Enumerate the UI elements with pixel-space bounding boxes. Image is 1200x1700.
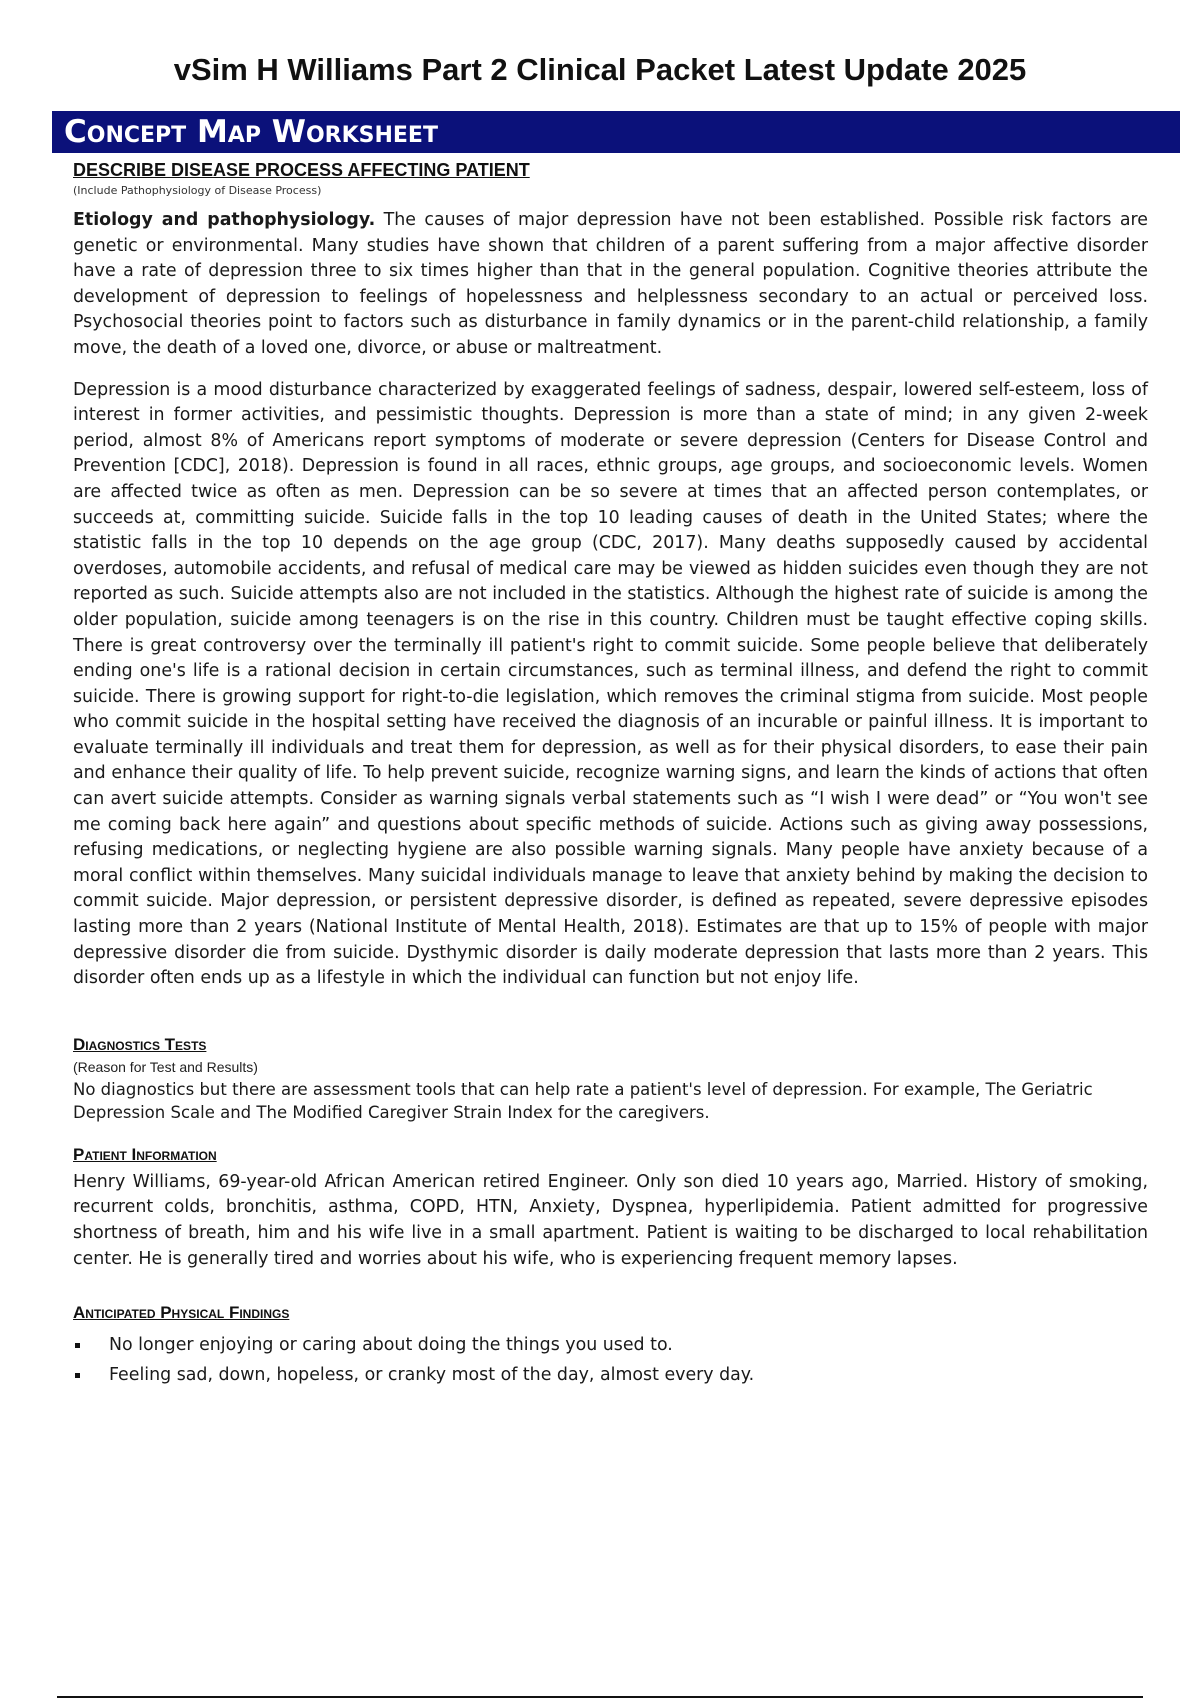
worksheet-banner: Concept Map Worksheet	[52, 111, 1180, 153]
diagnostic-tests-body: No diagnostics but there are assessment tools that can help rate a patient's level of depression. For example, The Geriatric Depression Scale and The Modified Caregiver Strain Index for the caregivers.	[73, 1079, 1093, 1122]
etiology-body: The causes of major depression have not been established. Possible risk factors are genetic or environmental. Many studies have shown that children of a parent suffering from a major affective disorder have a rate of depression three to six times higher than that in the general population. Cognitive theories attribute the development of depression to feelings of hopelessness and helplessness secondary to an actual or perceived loss. Psychosocial theories point to factors such as disturbance in family dynamics or in the parent-child relationship, a family move, the death of a loved one, divorce, or abuse or maltreatment.	[73, 210, 1149, 358]
physical-findings-list	[73, 1330, 1148, 1390]
worksheet-content	[73, 158, 1148, 1390]
disease-process-note: (Include Pathophysiology of Disease Process)	[73, 184, 322, 197]
depression-paragraph: Depression is a mood disturbance characterized by exaggerated feelings of sadness, despair, lowered self-esteem, loss of interest in former activities, and pessimistic thoughts. Depression is more than a state of mind; in any given 2-week period, almost 8% of Americans report symptoms of moderate or severe depression (Centers for Disease Control and Prevention [CDC], 2018). Depression is found in all races, ethnic groups, age groups, and socioeconomic levels. Women are affected twice as often as men. Depression can be so severe at times that an affected person contemplates, or succeeds at, committing suicide. Suicide falls in the top 10 leading causes of death in the United States; where the statistic falls in the top 10 depends on the age group (CDC, 2017). Many deaths supposedly caused by accidental overdoses, automobile accidents, and refusal of medical care may be viewed as hidden suicides even though they are not reported as such. Suicide attempts also are not included in the statistics. Although the highest rate of suicide is among the older population, suicide among teenagers is on the rise in this country. Children must be taught effective coping skills. There is great controversy over the terminally ill patient's right to commit suicide. Some people believe that deliberately ending one's life is a rational decision in certain circumstances, such as terminal illness, and defend the right to commit suicide. There is growing support for right-to-die legislation, which removes the criminal stigma from suicide. Most people who commit suicide in the hospital setting have received the diagnosis of an incurable or painful illness. It is important to evaluate terminally ill individuals and treat them for depression, as well as for their physical disorders, to ease their pain and enhance their quality of life. To help prevent suicide, recognize warning signs, and learn the kinds of actions that often can avert suicide attempts. Consider as warning signals verbal statements such as “I wish I were dead” or “You won't see me coming back here again” and questions about specific methods of suicide. Actions such as giving away possessions, refusing medications, or neglecting hygiene are also possible warning signals. Many people have anxiety because of a moral conflict within themselves. Many suicidal individuals manage to leave that anxiety behind by making the decision to commit suicide. Major depression, or persistent depressive disorder, is defined as repeated, severe depressive episodes lasting more than 2 years (National Institute of Mental Health, 2018). Estimates are that up to 15% of people with major depressive disorder die from suicide. Dysthymic disorder is daily moderate depression that lasts more than 2 years. This disorder often ends up as a lifestyle in which the individual can function but not enjoy life.	[73, 379, 1148, 989]
patient-information-body: Henry Williams, 69-year-old African American retired Engineer. Only son died 10 years ago, Married. History of smoking, recurrent colds, bronchitis, asthma, COPD, HTN, Anxiety, Dyspnea, hyperlipidemia. Patient admitted for progressive shortness of breath, him and his wife live in a small apartment. Patient is waiting to be discharged to local rehabilitation center. He is generally tired and worries about his wife, who is experiencing frequent memory lapses.	[73, 1171, 1148, 1269]
document-title: vSim H Williams Part 2 Clinical Packet Latest Update 2025	[173, 52, 1027, 87]
bottom-divider	[57, 1696, 1143, 1698]
etiology-lead: Etiology and pathophysiology.	[73, 210, 376, 230]
bullet-icon	[75, 1373, 80, 1378]
etiology-paragraph	[73, 208, 1148, 362]
finding-text: No longer enjoying or caring about doing the things you used to.	[109, 1335, 673, 1356]
physical-findings-heading: Anticipated Physical Findings	[73, 1303, 290, 1323]
list-item	[73, 1330, 1148, 1360]
finding-text: Feeling sad, down, hopeless, or cranky most of the day, almost every day.	[109, 1365, 755, 1386]
bullet-icon	[75, 1343, 80, 1348]
disease-process-heading: DESCRIBE DISEASE PROCESS AFFECTING PATIENT	[73, 160, 530, 180]
diagnostic-tests-heading: Diagnostics Tests	[73, 1034, 207, 1054]
list-item	[73, 1360, 1148, 1390]
diagnostic-tests-note: (Reason for Test and Results)	[73, 1058, 258, 1075]
patient-information-heading: Patient Information	[73, 1144, 217, 1164]
